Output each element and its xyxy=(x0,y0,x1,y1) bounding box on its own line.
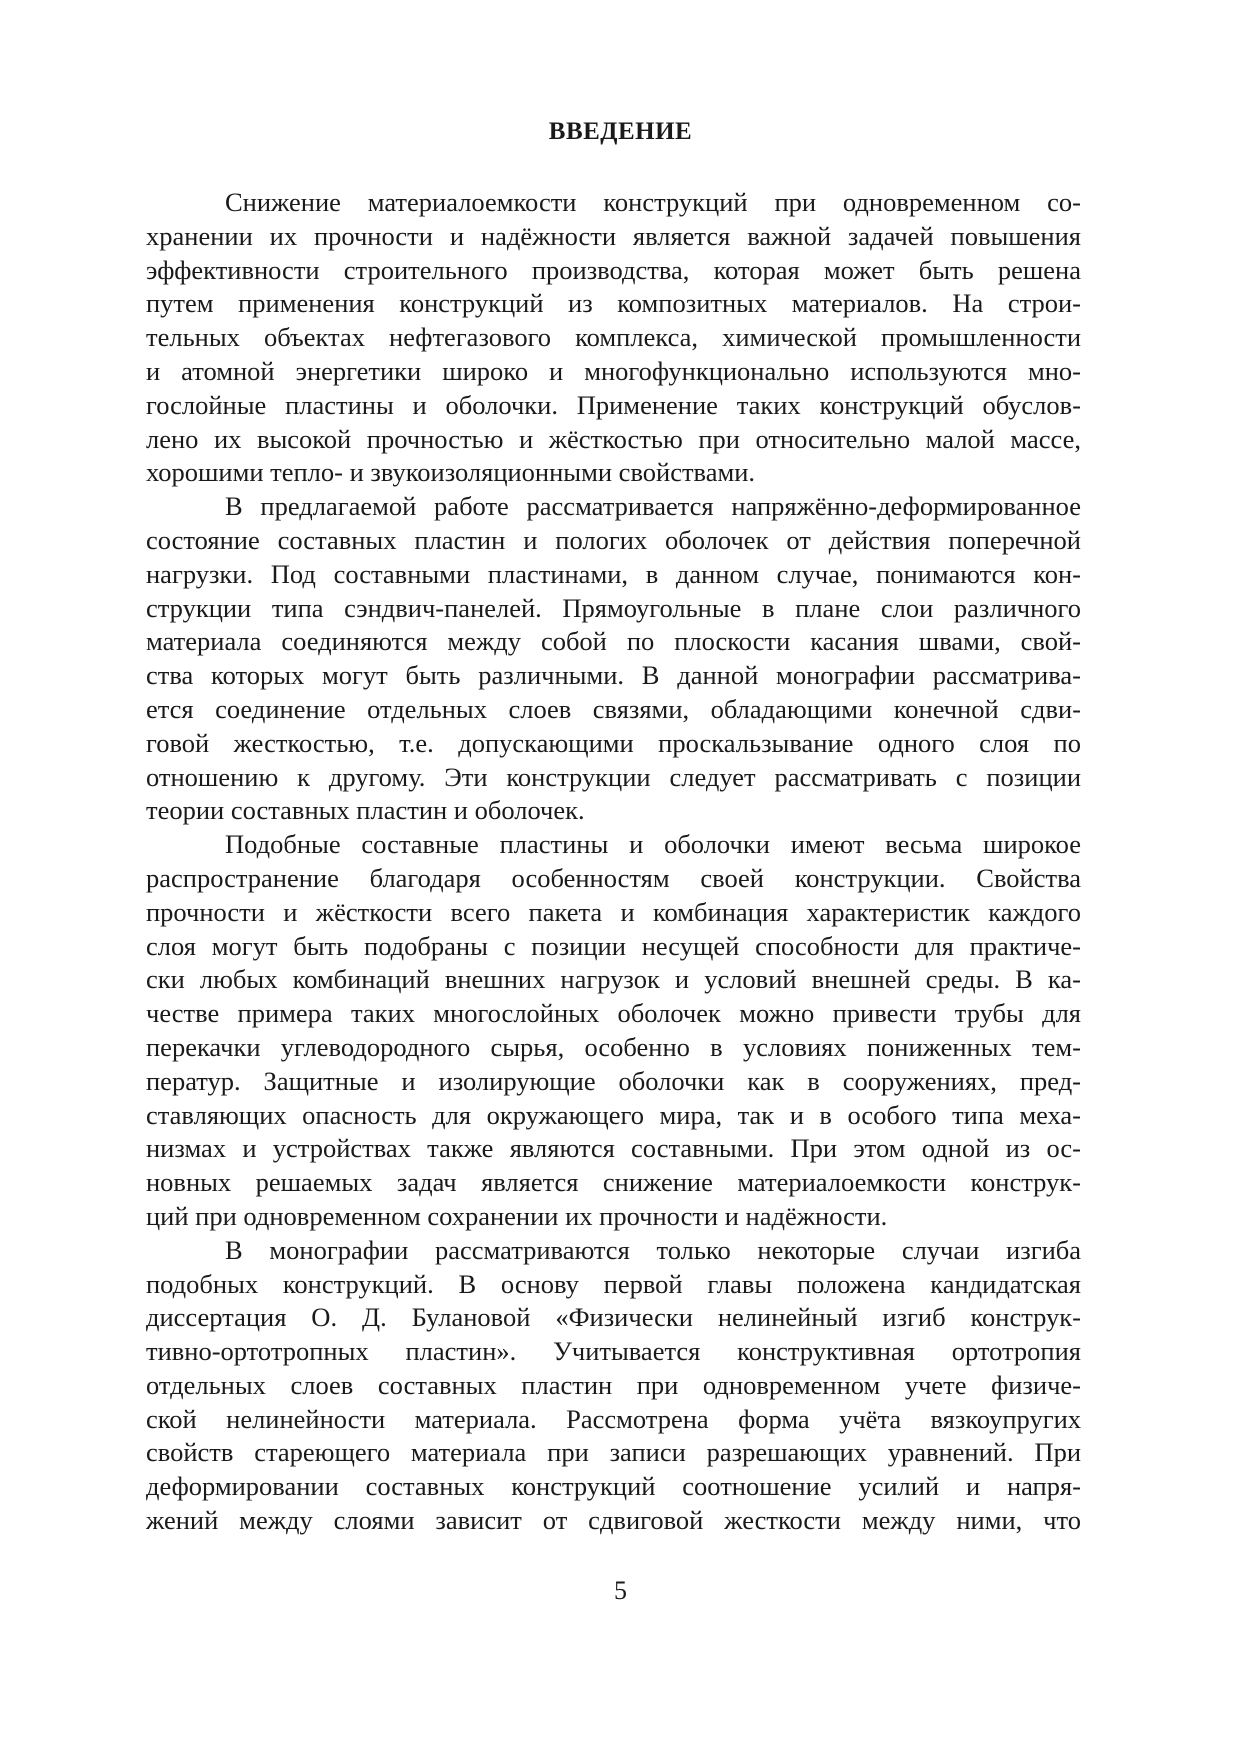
text-line: слоя могут быть подобраны с позиции несущей способности для практиче- xyxy=(146,930,1081,961)
text-line: жений между слоями зависит от сдвиговой жесткости между ними, что xyxy=(146,1505,1081,1536)
text-line: и атомной энергетики широко и многофункционально используются мно- xyxy=(146,355,1081,386)
text-line: перекачки углеводородного сырья, особенно в условиях пониженных тем- xyxy=(146,1031,1081,1062)
text-line: струкции типа сэндвич-панелей. Прямоугольные в плане слои различного xyxy=(146,592,1081,623)
page-heading: ВВЕДЕНИЕ xyxy=(548,118,693,145)
text-line: низмах и устройствах также являются составными. При этом одной из ос- xyxy=(146,1133,1081,1164)
text-line: ставляющих опасность для окружающего мира, так и в особого типа меха- xyxy=(146,1099,1081,1130)
text-line: В предлагаемой работе рассматривается напряжённо-деформированное xyxy=(225,491,1081,522)
text-line: ски любых комбинаций внешних нагрузок и условий внешней среды. В ка- xyxy=(146,964,1081,995)
text-line: Снижение материалоемкости конструкций при одновременном со- xyxy=(225,187,1081,217)
text-line: подобных конструкций. В основу первой главы положена кандидатская xyxy=(146,1268,1081,1299)
text-line: честве примера таких многослойных оболочек можно привести трубы для xyxy=(146,998,1081,1029)
text-line: путем применения конструкций из композитных материалов. На строи- xyxy=(146,288,1081,319)
text-line: лено их высокой прочностью и жёсткостью при относительно малой массе, xyxy=(146,423,1081,454)
text-line: деформировании составных конструкций соотношение усилий и напря- xyxy=(146,1471,1081,1502)
body-text xyxy=(146,186,1081,1538)
text-line: нагрузки. Под составными пластинами, в данном случае, понимаются кон- xyxy=(146,558,1081,589)
text-line: распространение благодаря особенностям своей конструкции. Свойства xyxy=(146,862,1081,893)
text-line: ций при одновременном сохранении их прочности и надёжности. xyxy=(146,1200,888,1231)
text-line: хранении их прочности и надёжности является важной задачей повышения xyxy=(146,220,1081,251)
text-line: тивно-ортотропных пластин». Учитывается конструктивная ортотропия xyxy=(146,1336,1081,1367)
text-line: диссертация О. Д. Булановой «Физически нелинейный изгиб конструк- xyxy=(146,1302,1081,1333)
text-line: говой жесткостью, т.е. допускающими проскальзывание одного слоя по xyxy=(146,727,1081,758)
paragraph xyxy=(146,828,1081,1234)
text-line: ской нелинейности материала. Рассмотрена форма учёта вязкоупругих xyxy=(146,1403,1081,1434)
text-line: эффективности строительного производства, которая может быть решена xyxy=(146,254,1081,285)
text-line: В монографии рассматриваются только некоторые случаи изгиба xyxy=(225,1234,1081,1265)
text-line: отношению к другому. Эти конструкции следует рассматривать с позиции xyxy=(146,761,1081,792)
text-line: новных решаемых задач является снижение материалоемкости конструк- xyxy=(146,1167,1081,1198)
paragraph xyxy=(146,186,1081,490)
paragraph xyxy=(146,490,1081,828)
text-line: ется соединение отдельных слоев связями, обладающими конечной сдви- xyxy=(146,693,1081,724)
paragraph xyxy=(146,1234,1081,1538)
text-line: ператур. Защитные и изолирующие оболочки как в сооружениях, пред- xyxy=(146,1065,1081,1096)
text-line: материала соединяются между собой по плоскости касания швами, свой- xyxy=(146,626,1081,657)
text-line: теории составных пластин и оболочек. xyxy=(146,795,585,826)
text-line: состояние составных пластин и пологих оболочек от действия поперечной xyxy=(146,524,1081,555)
text-line: Подобные составные пластины и оболочки имеют весьма широкое xyxy=(225,829,1081,860)
text-line: хорошими тепло- и звукоизоляционными свойствами. xyxy=(146,457,756,488)
text-line: гослойные пластины и оболочки. Применение таких конструкций обуслов- xyxy=(146,389,1081,420)
text-line: прочности и жёсткости всего пакета и комбинация характеристик каждого xyxy=(146,896,1081,927)
text-line: ства которых могут быть различными. В данной монографии рассматрива- xyxy=(146,660,1081,691)
page-number: 5 xyxy=(614,1576,627,1605)
text-line: свойств стареющего материала при записи разрешающих уравнений. При xyxy=(146,1437,1081,1468)
text-line: отдельных слоев составных пластин при одновременном учете физиче- xyxy=(146,1369,1081,1400)
text-line: тельных объектах нефтегазового комплекса, химической промышленности xyxy=(146,322,1081,353)
